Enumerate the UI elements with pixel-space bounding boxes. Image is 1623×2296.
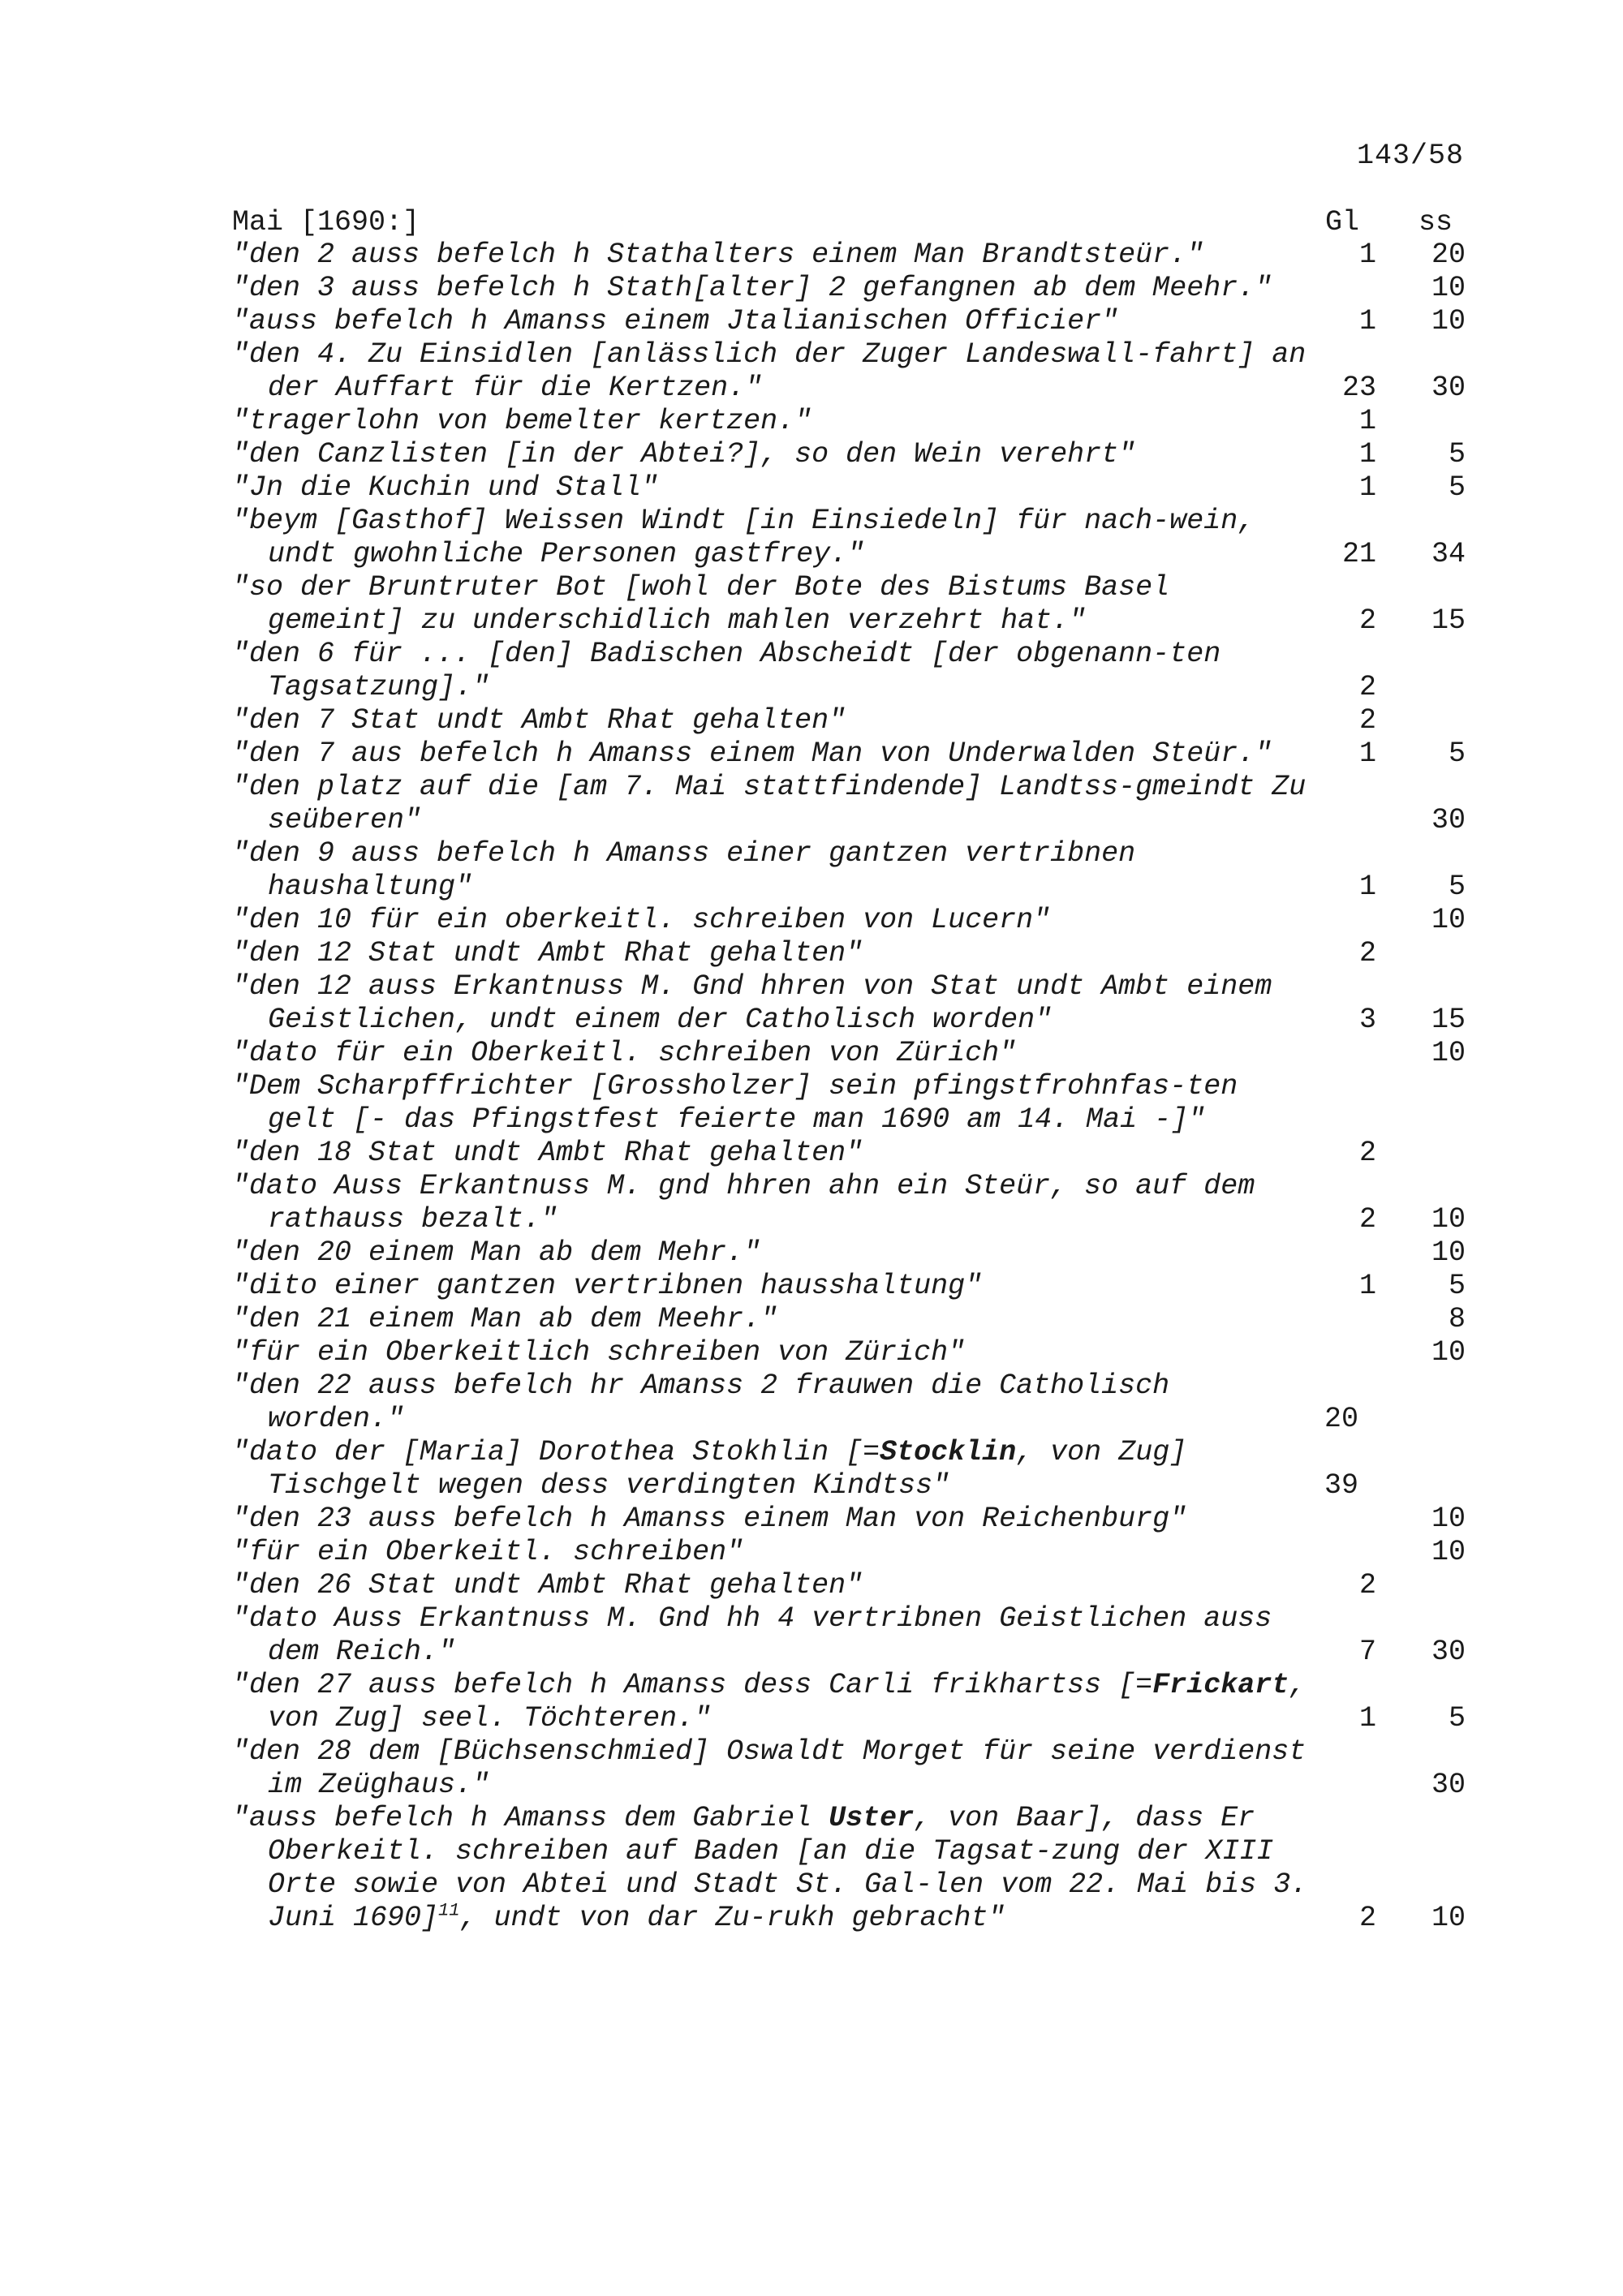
- entry-text: "beym [Gasthof] Weissen Windt [in Einsiedeln] für nach-wein, undt gwohnliche Personen gastfrey.": [232, 505, 1272, 570]
- ledger-entry: [232, 1037, 1474, 1070]
- gulden-amount: 1: [1358, 405, 1376, 437]
- gulden-amount: 1: [1358, 471, 1376, 504]
- gulden-amount: 21: [1341, 538, 1376, 570]
- entry-text: "den 7 Stat undt Ambt Rhat gehalten": [232, 704, 846, 737]
- schilling-amount: 10: [1431, 1037, 1466, 1069]
- entry-text: "dato Auss Erkantnuss M. Gnd hh 4 vertribnen Geistlichen auss dem Reich.": [232, 1602, 1289, 1668]
- entry-text: "dato für ein Oberkeitl. schreiben von Zürich": [232, 1037, 1017, 1069]
- entry-text: "den 4. Zu Einsidlen [anlässlich der Zuger Landeswall-fahrt] an der Auffart für die Kertzen.": [232, 338, 1324, 404]
- entry-text: "den 27 auss befelch h Amanss dess Carli frikhartss [=Frickart, von Zug] seel. Töchteren.": [232, 1669, 1324, 1735]
- ledger-entry: [232, 970, 1474, 1037]
- gulden-amount: 1: [1358, 239, 1376, 271]
- gulden-amount: 2: [1358, 1137, 1376, 1169]
- ledger-entry: [232, 239, 1474, 272]
- ledger-entry: [232, 1536, 1474, 1569]
- schilling-amount: 10: [1431, 272, 1466, 304]
- gulden-amount: 1: [1358, 1702, 1376, 1735]
- entry-text: "den 9 auss befelch h Amanss einer gantzen vertribnen haushaltung": [232, 837, 1153, 903]
- section-title: Mai [1690:]: [232, 206, 420, 239]
- gulden-amount: 1: [1358, 737, 1376, 770]
- gulden-amount: 2: [1358, 704, 1376, 737]
- gulden-amount: 3: [1358, 1004, 1376, 1036]
- ledger-entry: [232, 405, 1474, 438]
- entry-text: "für ein Oberkeitlich schreiben von Zürich": [232, 1336, 966, 1369]
- schilling-amount: 15: [1431, 1004, 1466, 1036]
- gulden-amount: 39: [1324, 1469, 1358, 1502]
- gulden-column-header: Gl: [1325, 206, 1360, 239]
- gulden-amount: 23: [1341, 372, 1376, 404]
- entry-text: "den Canzlisten [in der Abtei?], so den Wein verehrt": [232, 438, 1136, 471]
- schilling-amount: 5: [1448, 471, 1466, 504]
- ledger-entry: [232, 1303, 1474, 1336]
- ledger-entry: [232, 571, 1474, 638]
- entry-text: "dito einer gantzen vertribnen hausshaltung": [232, 1270, 983, 1302]
- entry-text: "den 26 Stat undt Ambt Rhat gehalten": [232, 1569, 863, 1602]
- entry-text: "so der Bruntruter Bot [wohl der Bote des Bistums Basel gemeint] zu underschidlich mahlen verzehrt hat.": [232, 571, 1187, 637]
- ledger-entry: [232, 438, 1474, 471]
- ledger-entry: [232, 1369, 1474, 1436]
- schilling-column-header: ss: [1419, 206, 1453, 239]
- entry-text: "den platz auf die [am 7. Mai stattfindende] Landtss-gmeindt Zu seüberen": [232, 771, 1324, 836]
- gulden-amount: 2: [1358, 671, 1376, 703]
- ledger-entry: [232, 704, 1474, 737]
- entry-text: "für ein Oberkeitl. schreiben": [232, 1536, 744, 1568]
- entry-text: "den 10 für ein oberkeitl. schreiben von Lucern": [232, 904, 1051, 936]
- schilling-amount: 10: [1431, 1236, 1466, 1269]
- entry-text: "dato Auss Erkantnuss M. gnd hhren ahn ein Steür, so auf dem rathauss bezalt.": [232, 1170, 1272, 1236]
- ledger-entry: [232, 737, 1474, 771]
- ledger-entry: [232, 1270, 1474, 1303]
- ledger-entry: [232, 1735, 1474, 1802]
- ledger-entry: [232, 1236, 1474, 1270]
- entry-text: "Dem Scharpffrichter [Grossholzer] sein pfingstfrohnfas-ten gelt [- das Pfingstfest feierte man 1690 am 14. Mai -]": [232, 1070, 1255, 1136]
- entry-text: "auss befelch h Amanss einem Jtalianischen Officier": [232, 305, 1119, 338]
- entry-text: "den 28 dem [Büchsenschmied] Oswaldt Morget für seine verdienst im Zeüghaus.": [232, 1735, 1324, 1801]
- gulden-amount: 1: [1358, 871, 1376, 903]
- ledger-entry: [232, 1436, 1474, 1503]
- entry-text: "den 7 aus befelch h Amanss einem Man von Underwalden Steür.": [232, 737, 1272, 770]
- schilling-amount: 34: [1431, 538, 1466, 570]
- gulden-amount: 1: [1358, 305, 1376, 338]
- schilling-amount: 8: [1448, 1303, 1466, 1335]
- gulden-amount: 2: [1358, 1569, 1376, 1602]
- schilling-amount: 5: [1448, 1270, 1466, 1302]
- gulden-amount: 1: [1358, 1270, 1376, 1302]
- ledger-entry: [232, 1669, 1474, 1735]
- schilling-amount: 10: [1431, 1902, 1466, 1934]
- ledger-entry: [232, 1802, 1474, 1935]
- entry-text: "den 22 auss befelch hr Amanss 2 frauwen die Catholisch worden.": [232, 1369, 1187, 1435]
- schilling-amount: 10: [1431, 1336, 1466, 1369]
- schilling-amount: 5: [1448, 737, 1466, 770]
- ledger-entry: [232, 638, 1474, 704]
- gulden-amount: 2: [1358, 1203, 1376, 1236]
- schilling-amount: 20: [1431, 239, 1466, 271]
- gulden-amount: 1: [1358, 438, 1376, 471]
- ledger-entry: [232, 937, 1474, 970]
- schilling-amount: 30: [1431, 1636, 1466, 1668]
- entry-text: "den 21 einem Man ab dem Meehr.": [232, 1303, 778, 1335]
- schilling-amount: 5: [1448, 871, 1466, 903]
- gulden-amount: 2: [1358, 1902, 1376, 1934]
- ledger-entry: [232, 272, 1474, 305]
- schilling-amount: 10: [1431, 904, 1466, 936]
- schilling-amount: 10: [1431, 1503, 1466, 1535]
- ledger-entry: [232, 1503, 1474, 1536]
- column-header-row: [232, 206, 1474, 239]
- entry-text: "den 23 auss befelch h Amanss einem Man von Reichenburg": [232, 1503, 1187, 1535]
- schilling-amount: 5: [1448, 438, 1466, 471]
- entry-text: "Jn die Kuchin und Stall": [232, 471, 659, 504]
- gulden-amount: 7: [1358, 1636, 1376, 1668]
- entry-text: "dato der [Maria] Dorothea Stokhlin [=Stocklin, von Zug] Tischgelt wegen dess verdingten Kindtss": [232, 1436, 1204, 1502]
- schilling-amount: 30: [1431, 372, 1466, 404]
- ledger-entry: [232, 471, 1474, 505]
- page-number: 143/58: [1357, 140, 1465, 172]
- ledger-entries: [232, 239, 1474, 1935]
- schilling-amount: 30: [1431, 804, 1466, 836]
- ledger-entry: [232, 338, 1474, 405]
- ledger-entry: [232, 1336, 1474, 1369]
- gulden-amount: 20: [1324, 1403, 1358, 1435]
- entry-text: "den 3 auss befelch h Stath[alter] 2 gefangnen ab dem Meehr.": [232, 272, 1272, 304]
- gulden-amount: 2: [1358, 937, 1376, 970]
- schilling-amount: 5: [1448, 1702, 1466, 1735]
- ledger-entry: [232, 771, 1474, 837]
- entry-text: "den 18 Stat undt Ambt Rhat gehalten": [232, 1137, 863, 1169]
- ledger-entry: [232, 1170, 1474, 1236]
- gulden-amount: 2: [1358, 604, 1376, 637]
- ledger-entry: [232, 904, 1474, 937]
- ledger-entry: [232, 1070, 1474, 1137]
- ledger-entry: [232, 305, 1474, 338]
- schilling-amount: 30: [1431, 1769, 1466, 1801]
- ledger-entry: [232, 837, 1474, 904]
- entry-text: "den 20 einem Man ab dem Mehr.": [232, 1236, 761, 1269]
- schilling-amount: 15: [1431, 604, 1466, 637]
- entry-text: "den 2 auss befelch h Stathalters einem Man Brandtsteür.": [232, 239, 1204, 271]
- ledger-entry: [232, 505, 1474, 571]
- entry-text: "den 12 Stat undt Ambt Rhat gehalten": [232, 937, 863, 970]
- schilling-amount: 10: [1431, 305, 1466, 338]
- schilling-amount: 10: [1431, 1203, 1466, 1236]
- entry-text: "tragerlohn von bemelter kertzen.": [232, 405, 812, 437]
- entry-text: "auss befelch h Amanss dem Gabriel Uster, von Baar], dass Er Oberkeitl. schreiben auf Baden [an die Tagsat-zung der XIII Orte sowie von Abtei und Stadt St. Gal-len vom 22. Mai bis 3. Juni 1690]$^{11}$, undt von dar Zu-rukh gebracht": [232, 1802, 1325, 1934]
- ledger-entry: [232, 1137, 1474, 1170]
- ledger-entry: [232, 1569, 1474, 1602]
- ledger-entry: [232, 1602, 1474, 1669]
- schilling-amount: 10: [1431, 1536, 1466, 1568]
- entry-text: "den 6 für ... [den] Badischen Abscheidt [der obgenann-ten Tagsatzung].": [232, 638, 1238, 703]
- entry-text: "den 12 auss Erkantnuss M. Gnd hhren von Stat undt Ambt einem Geistlichen, undt einem der Catholisch worden": [232, 970, 1289, 1036]
